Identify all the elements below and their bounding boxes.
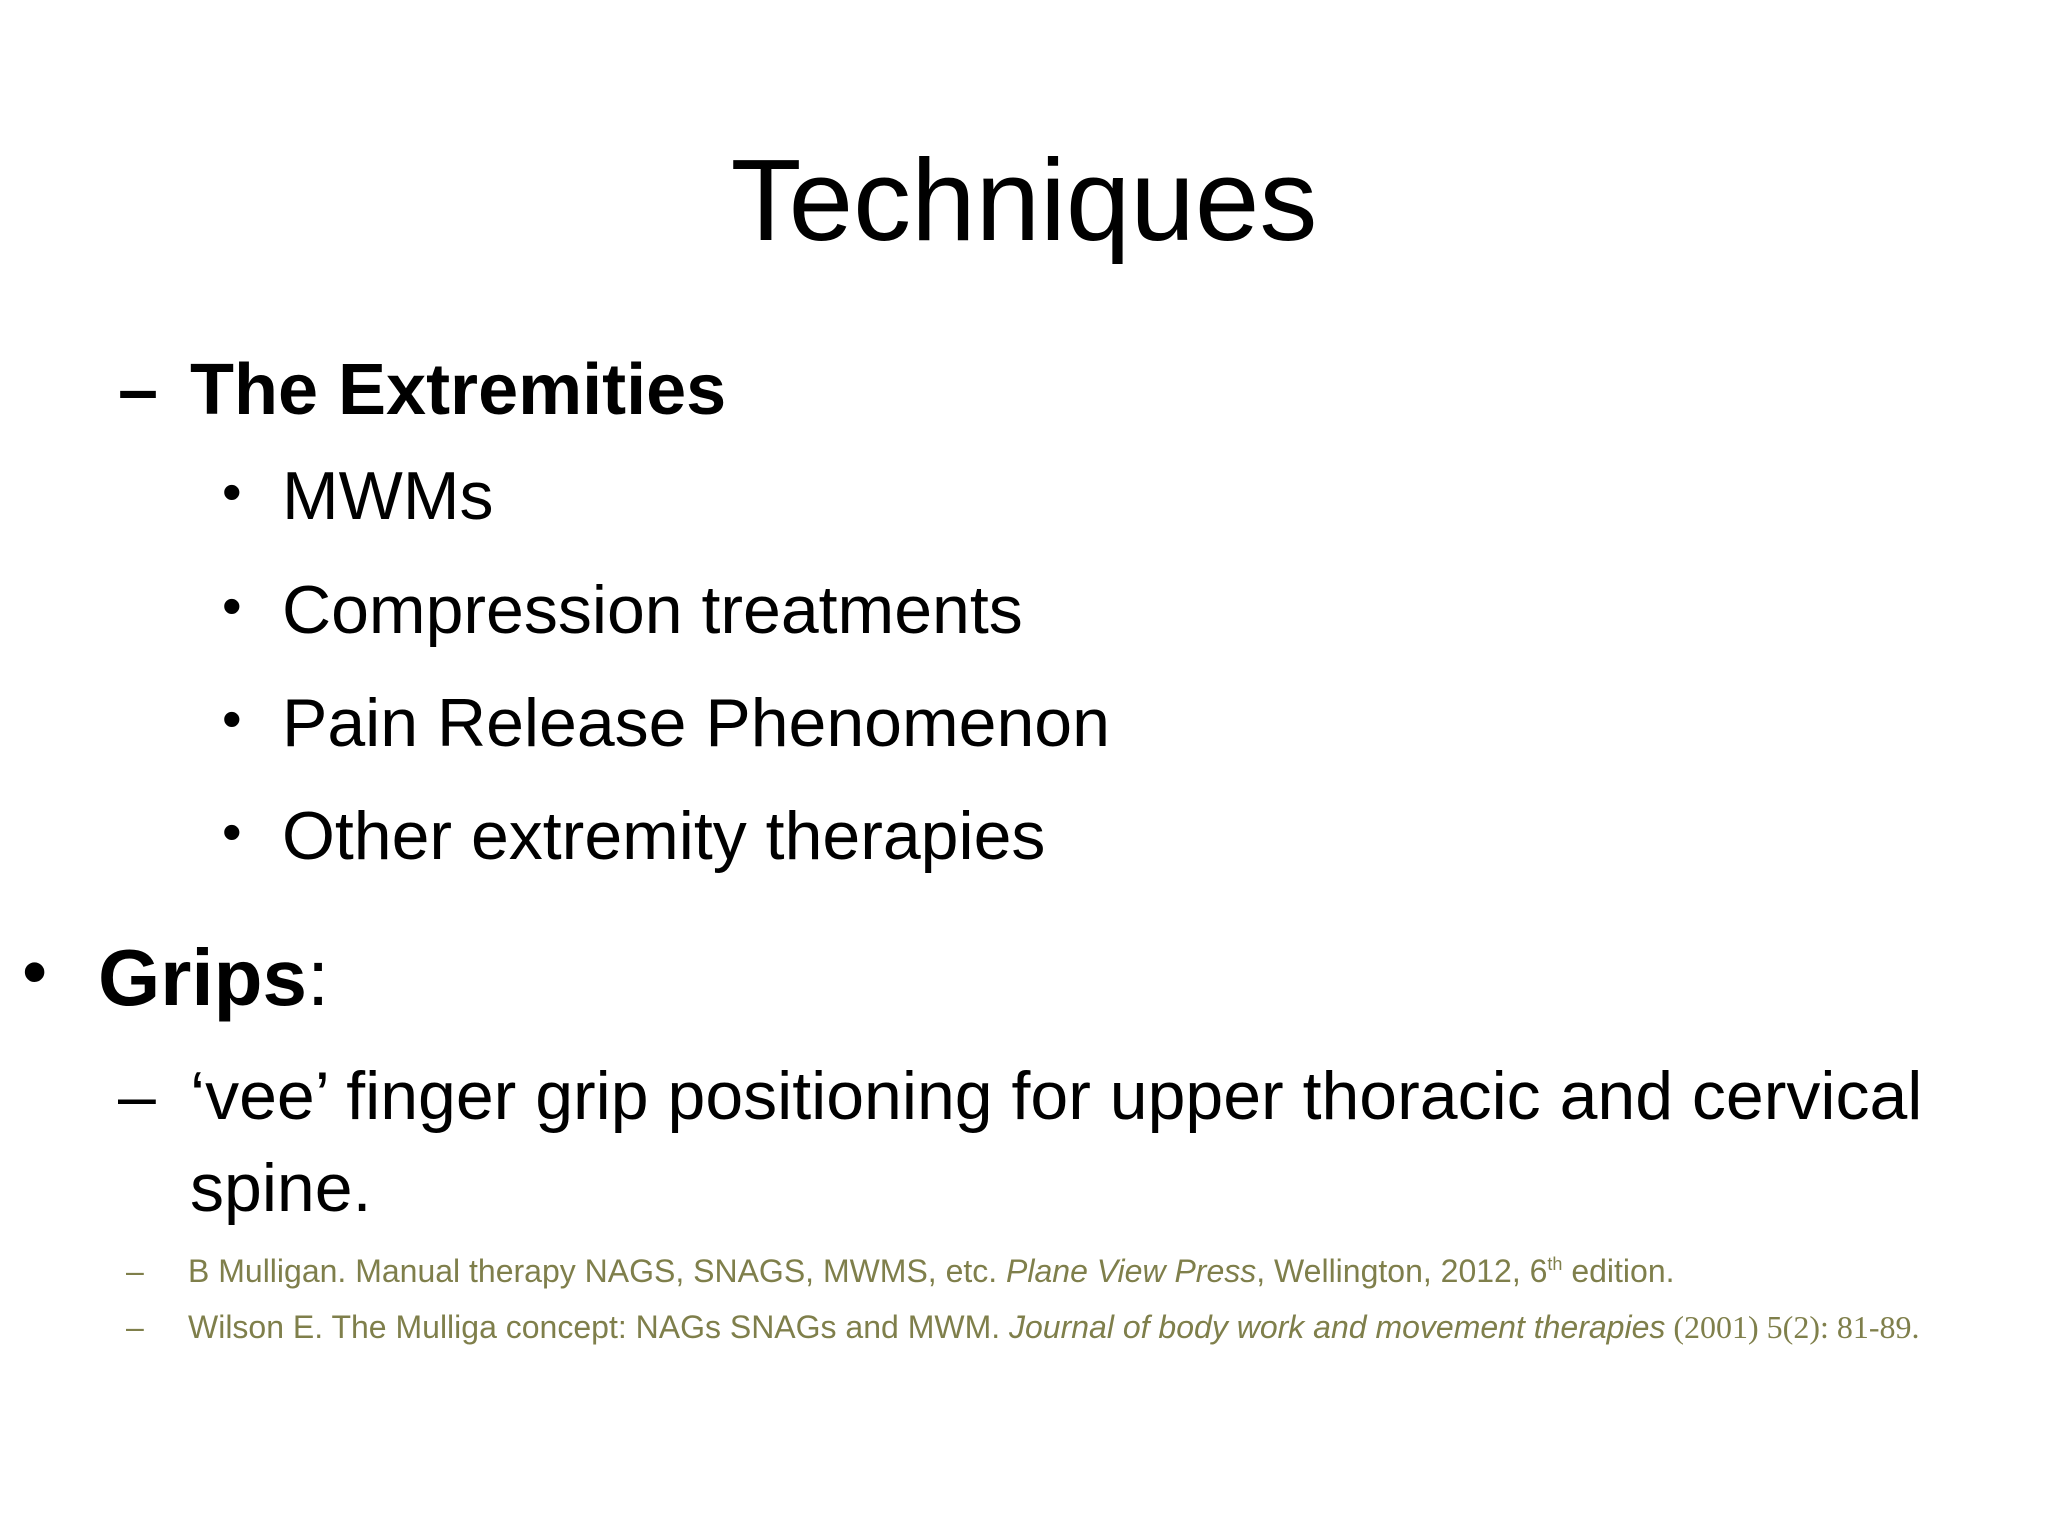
list-item-text: MWMs <box>282 458 494 534</box>
reference-text <box>188 1250 1998 1292</box>
section-heading: The Extremities <box>190 350 727 430</box>
ref1-superscript: th <box>1547 1254 1563 1274</box>
grips-heading <box>98 930 329 1026</box>
ref2-part2: (2001) 5(2): 81-89. <box>1665 1309 1920 1345</box>
list-item-text: Compression treatments <box>282 572 1023 648</box>
bullet-marker: • <box>222 574 242 637</box>
dash-marker: – <box>126 1309 144 1345</box>
ref1-publisher: Plane View Press <box>1006 1253 1257 1289</box>
ref2-journal: Journal of body work and movement therapies <box>1009 1309 1666 1345</box>
list-item-text: Pain Release Phenomenon <box>282 685 1110 761</box>
bullet-marker: • <box>22 932 48 1012</box>
reference-text <box>188 1306 1998 1348</box>
dash-marker: – <box>118 350 159 430</box>
slide-title: Techniques <box>730 135 1318 265</box>
bullet-marker: • <box>222 800 242 863</box>
dash-marker: – <box>118 1058 156 1134</box>
ref2-part1: Wilson E. The Mulliga concept: NAGs SNAGs and MWM. <box>188 1309 1009 1345</box>
bullet-marker: • <box>222 687 242 750</box>
list-item-text: Other extremity therapies <box>282 798 1046 874</box>
ref1-part2: , Wellington, 2012, 6 <box>1256 1253 1548 1289</box>
grips-colon: : <box>306 933 330 1022</box>
ref1-part3: edition. <box>1562 1253 1675 1289</box>
dash-marker: – <box>126 1253 144 1289</box>
grip-description: ‘vee’ finger grip positioning for upper thoracic and cervical spine. <box>190 1058 1923 1226</box>
bullet-marker: • <box>222 460 242 523</box>
grips-label: Grips <box>98 933 307 1022</box>
ref1-part1: B Mulligan. Manual therapy NAGS, SNAGS, MWMS, etc. <box>188 1253 1007 1289</box>
